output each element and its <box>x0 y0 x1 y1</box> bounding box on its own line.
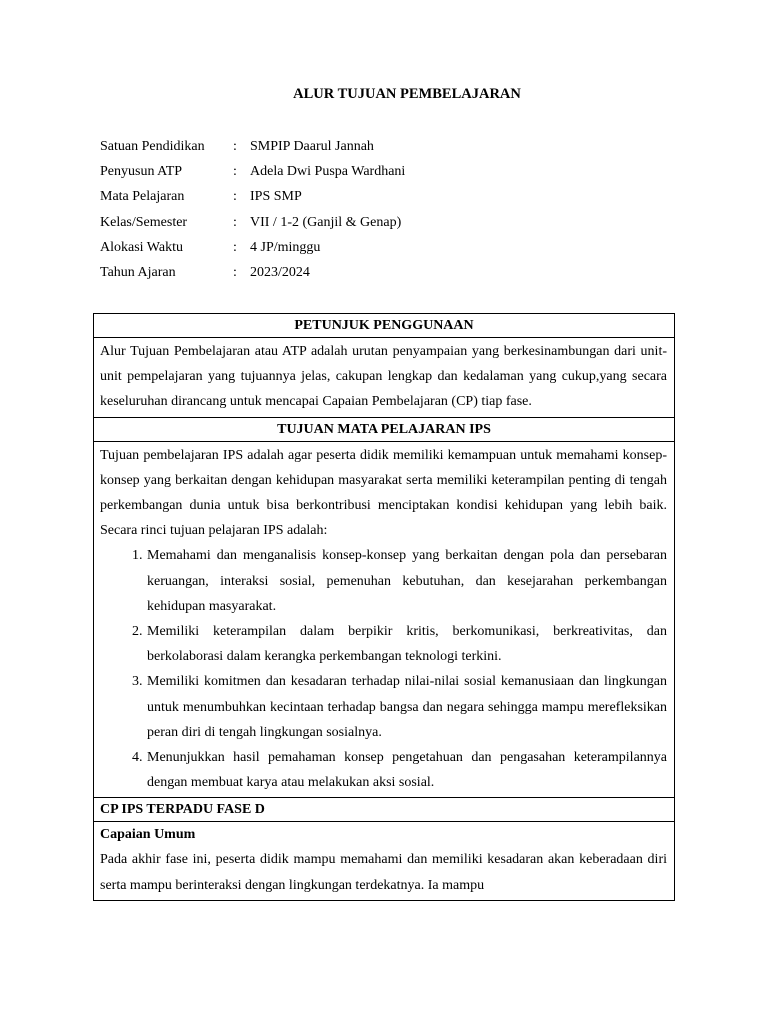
identity-colon: : <box>233 164 237 180</box>
identity-row <box>100 263 405 288</box>
identity-value: SMPIP Daarul Jannah <box>250 139 374 154</box>
cp-text: Pada akhir fase ini, peserta didik mampu memahami dan memiliki kesadaran akan keberadaan diri serta mampu berinteraksi dengan lingkungan terdekatnya. Ia mampu <box>100 852 667 893</box>
identity-row <box>100 137 405 162</box>
identity-colon: : <box>233 239 237 255</box>
identity-label: Penyusun ATP <box>100 164 183 180</box>
tujuan-list-item: 2. Memiliki keterampilan dalam berpikir kritis, berkomunikasi, berkreativitas, dan berkolaborasi dalam kerangka perkembangan teknologi terkini. <box>146 619 667 669</box>
identity-value: IPS SMP <box>250 189 302 205</box>
petunjuk-heading: PETUNJUK PENGGUNAAN <box>94 314 674 338</box>
document-title: ALUR TUJUAN PEMBELAJARAN <box>293 86 521 102</box>
identity-label: Tahun Ajaran <box>100 264 176 280</box>
identity-row <box>100 238 405 263</box>
identity-colon: : <box>233 189 237 205</box>
tujuan-list-item: 4. Menunjukkan hasil pemahaman konsep pengetahuan dan pengasahan keterampilannya dengan membuat karya atau melakukan aksi sosial. <box>146 745 667 795</box>
identity-label: Satuan Pendidikan <box>100 139 205 154</box>
identity-label: Mata Pelajaran <box>100 189 185 205</box>
tujuan-heading: TUJUAN MATA PELAJARAN IPS <box>94 418 674 442</box>
identity-colon: : <box>233 214 237 230</box>
identity-row <box>100 162 405 187</box>
cp-heading: CP IPS TERPADU FASE D <box>94 798 674 822</box>
identity-value: 2023/2024 <box>250 264 310 280</box>
tujuan-list-item: 3. Memiliki komitmen dan kesadaran terhadap nilai-nilai sosial kemanusiaan dan lingkungan untuk menumbuhkan kecintaan terhadap bangsa dan negara sehingga mampu merefleksikan peran diri di tengah lingkungan sosialnya. <box>146 669 667 745</box>
identity-row <box>100 187 405 212</box>
cp-cell <box>94 822 674 899</box>
identity-block <box>100 137 405 288</box>
identity-value: 4 JP/minggu <box>250 239 321 255</box>
identity-row <box>100 213 405 238</box>
tujuan-list-item: 1. Memahami dan menganalisis konsep-konsep yang berkaitan dengan pola dan persebaran keruangan, interaksi sosial, pemenuhan kebutuhan, dan kesejarahan perkembangan kehidupan masyarakat. <box>146 543 667 619</box>
identity-value: VII / 1-2 (Ganjil & Genap) <box>250 214 402 230</box>
atp-table <box>93 313 675 901</box>
identity-colon: : <box>233 139 237 154</box>
identity-label: Kelas/Semester <box>100 214 188 230</box>
petunjuk-text: Alur Tujuan Pembelajaran atau ATP adalah urutan penyampaian yang berkesinambungan dari unit-unit pempelajaran yang tujuannya jelas, cakupan lengkap dan kedalaman yang cukup,yang secara keseluruhan dirancang untuk mencapai Capaian Pembelajaran (CP) tiap fase. <box>94 338 674 418</box>
identity-value: Adela Dwi Puspa Wardhani <box>250 164 406 180</box>
identity-colon: : <box>233 264 237 280</box>
identity-label: Alokasi Waktu <box>100 239 183 255</box>
tujuan-list <box>100 543 667 795</box>
tujuan-intro: Tujuan pembelajaran IPS adalah agar peserta didik memiliki kemampuan untuk memahami konsep-konsep yang berkaitan dengan kehidupan masyarakat serta memiliki keterampilan penting di tengah perkembangan dunia untuk bisa berkontribusi menciptakan kondisi kehidupan yang lebih baik. Secara rinci tujuan pelajaran IPS adalah: <box>100 447 667 539</box>
tujuan-cell <box>94 442 674 799</box>
cp-subheading: Capaian Umum <box>100 827 196 843</box>
